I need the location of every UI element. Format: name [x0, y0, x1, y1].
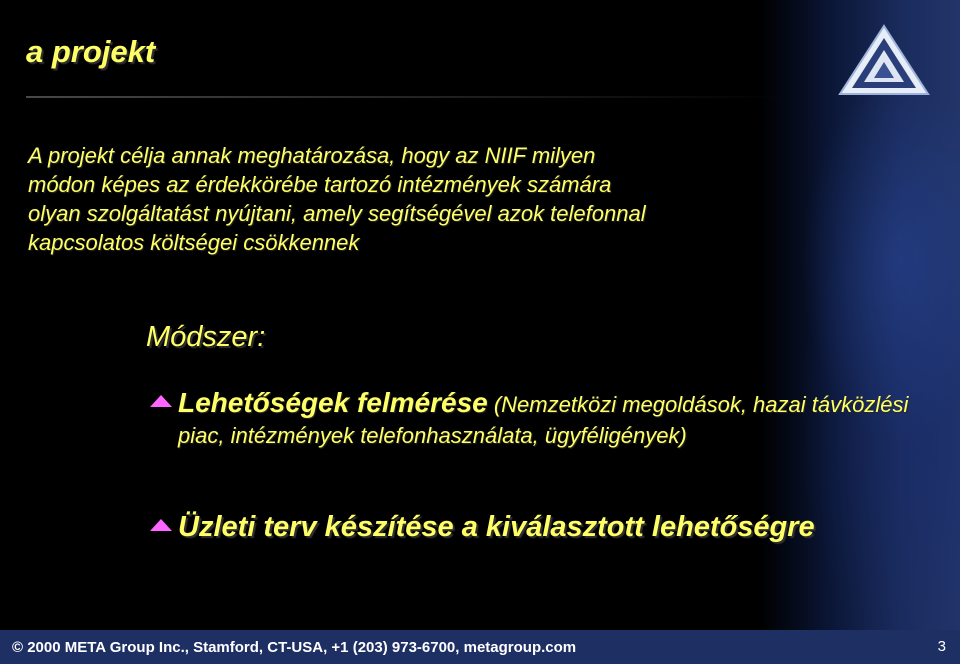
copyright-text: © 2000 META Group Inc., Stamford, CT-USA, +1 (203) 973-6700, metagroup.com — [12, 639, 577, 656]
triangle-logo-icon — [838, 24, 930, 96]
bullet-text — [178, 387, 940, 451]
title-divider — [26, 96, 786, 98]
bullet-item-business-plan — [150, 510, 850, 545]
triangle-up-icon — [150, 395, 172, 407]
slide-title: a projekt — [26, 34, 156, 69]
page-number: 3 — [937, 638, 946, 655]
project-intro-text: A projekt célja annak meghatározása, hogy az NIIF milyen módon képes az érdekkörébe tartozó intézmények számára olyan szolgáltatást nyújtani, amely segítségével azok telefonnal kapcsolatos költségei csökkennek — [28, 143, 646, 255]
bullet-item-assessment — [150, 387, 940, 451]
bullet-text: Üzleti terv készítése a kiválasztott lehetőségre — [178, 511, 815, 543]
bullet-detail: (Nemzetközi megoldások, hazai távközlési piac, intézmények telefonhasználata, ügyféligények) — [178, 392, 909, 448]
method-heading: Módszer: — [146, 321, 266, 353]
footer-bar — [0, 630, 960, 664]
triangle-up-icon — [150, 519, 172, 531]
bullet-lead: Lehetőségek felmérése — [178, 387, 488, 418]
